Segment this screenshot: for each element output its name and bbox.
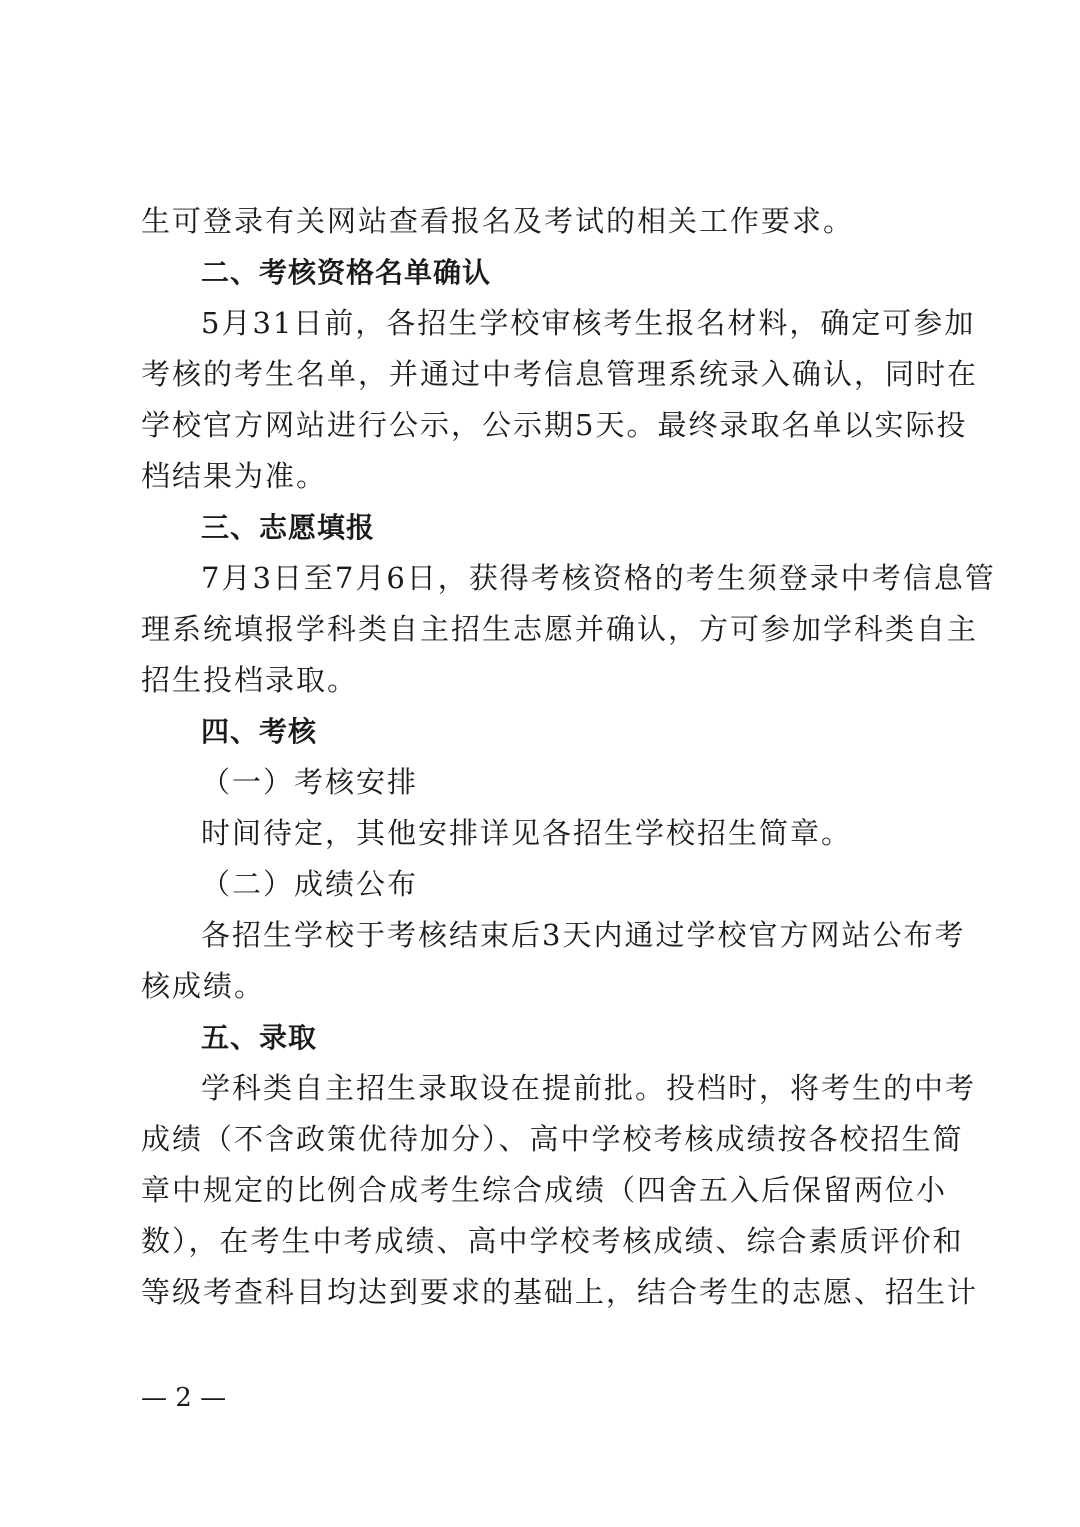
section-heading-5: 五、录取 — [201, 1021, 318, 1054]
paragraph-line: 章中规定的比例合成考生综合成绩（四舍五入后保留两位小 — [141, 1173, 948, 1207]
paragraph-line: 数），在考生中考成绩、高中学校考核成绩、综合素质评价和 — [141, 1224, 964, 1258]
paragraph-line: 档结果为准。 — [141, 459, 328, 493]
paragraph-line: 核成绩。 — [141, 969, 266, 1003]
paragraph-line: 成绩（不含政策优待加分）、高中学校考核成绩按各校招生简 — [141, 1122, 964, 1156]
section-heading-3: 三、志愿填报 — [201, 511, 376, 544]
section-heading-4: 四、考核 — [201, 715, 318, 748]
paragraph-line: 各招生学校于考核结束后3天内通过学校官方网站公布考 — [201, 918, 966, 952]
subsection-heading-2: （二）成绩公布 — [201, 867, 419, 901]
paragraph-line: 理系统填报学科类自主招生志愿并确认，方可参加学科类自主 — [141, 612, 979, 646]
paragraph-line: 7月3日至7月6日，获得考核资格的考生须登录中考信息管 — [201, 561, 996, 595]
paragraph-line: 时间待定，其他安排详见各招生学校招生简章。 — [201, 816, 853, 850]
paragraph-line: 学科类自主招生录取设在提前批。投档时，将考生的中考 — [201, 1071, 977, 1105]
paragraph-line: 学校官方网站进行公示，公示期5天。最终录取名单以实际投 — [141, 408, 968, 442]
paragraph-line: 招生投档录取。 — [141, 663, 359, 697]
paragraph-line: 5月31日前，各招生学校审核考生报名材料，确定可参加 — [201, 306, 976, 340]
document-body — [141, 196, 996, 1318]
page-number: — 2 — — [141, 1383, 227, 1413]
paragraph-line: 考核的考生名单，并通过中考信息管理系统录入确认，同时在 — [141, 357, 979, 391]
subsection-heading-1: （一）考核安排 — [201, 765, 419, 799]
section-heading-2: 二、考核资格名单确认 — [201, 256, 492, 289]
paragraph-line: 生可登录有关网站查看报名及考试的相关工作要求。 — [141, 204, 855, 238]
paragraph-line: 等级考查科目均达到要求的基础上，结合考生的志愿、招生计 — [141, 1275, 979, 1309]
